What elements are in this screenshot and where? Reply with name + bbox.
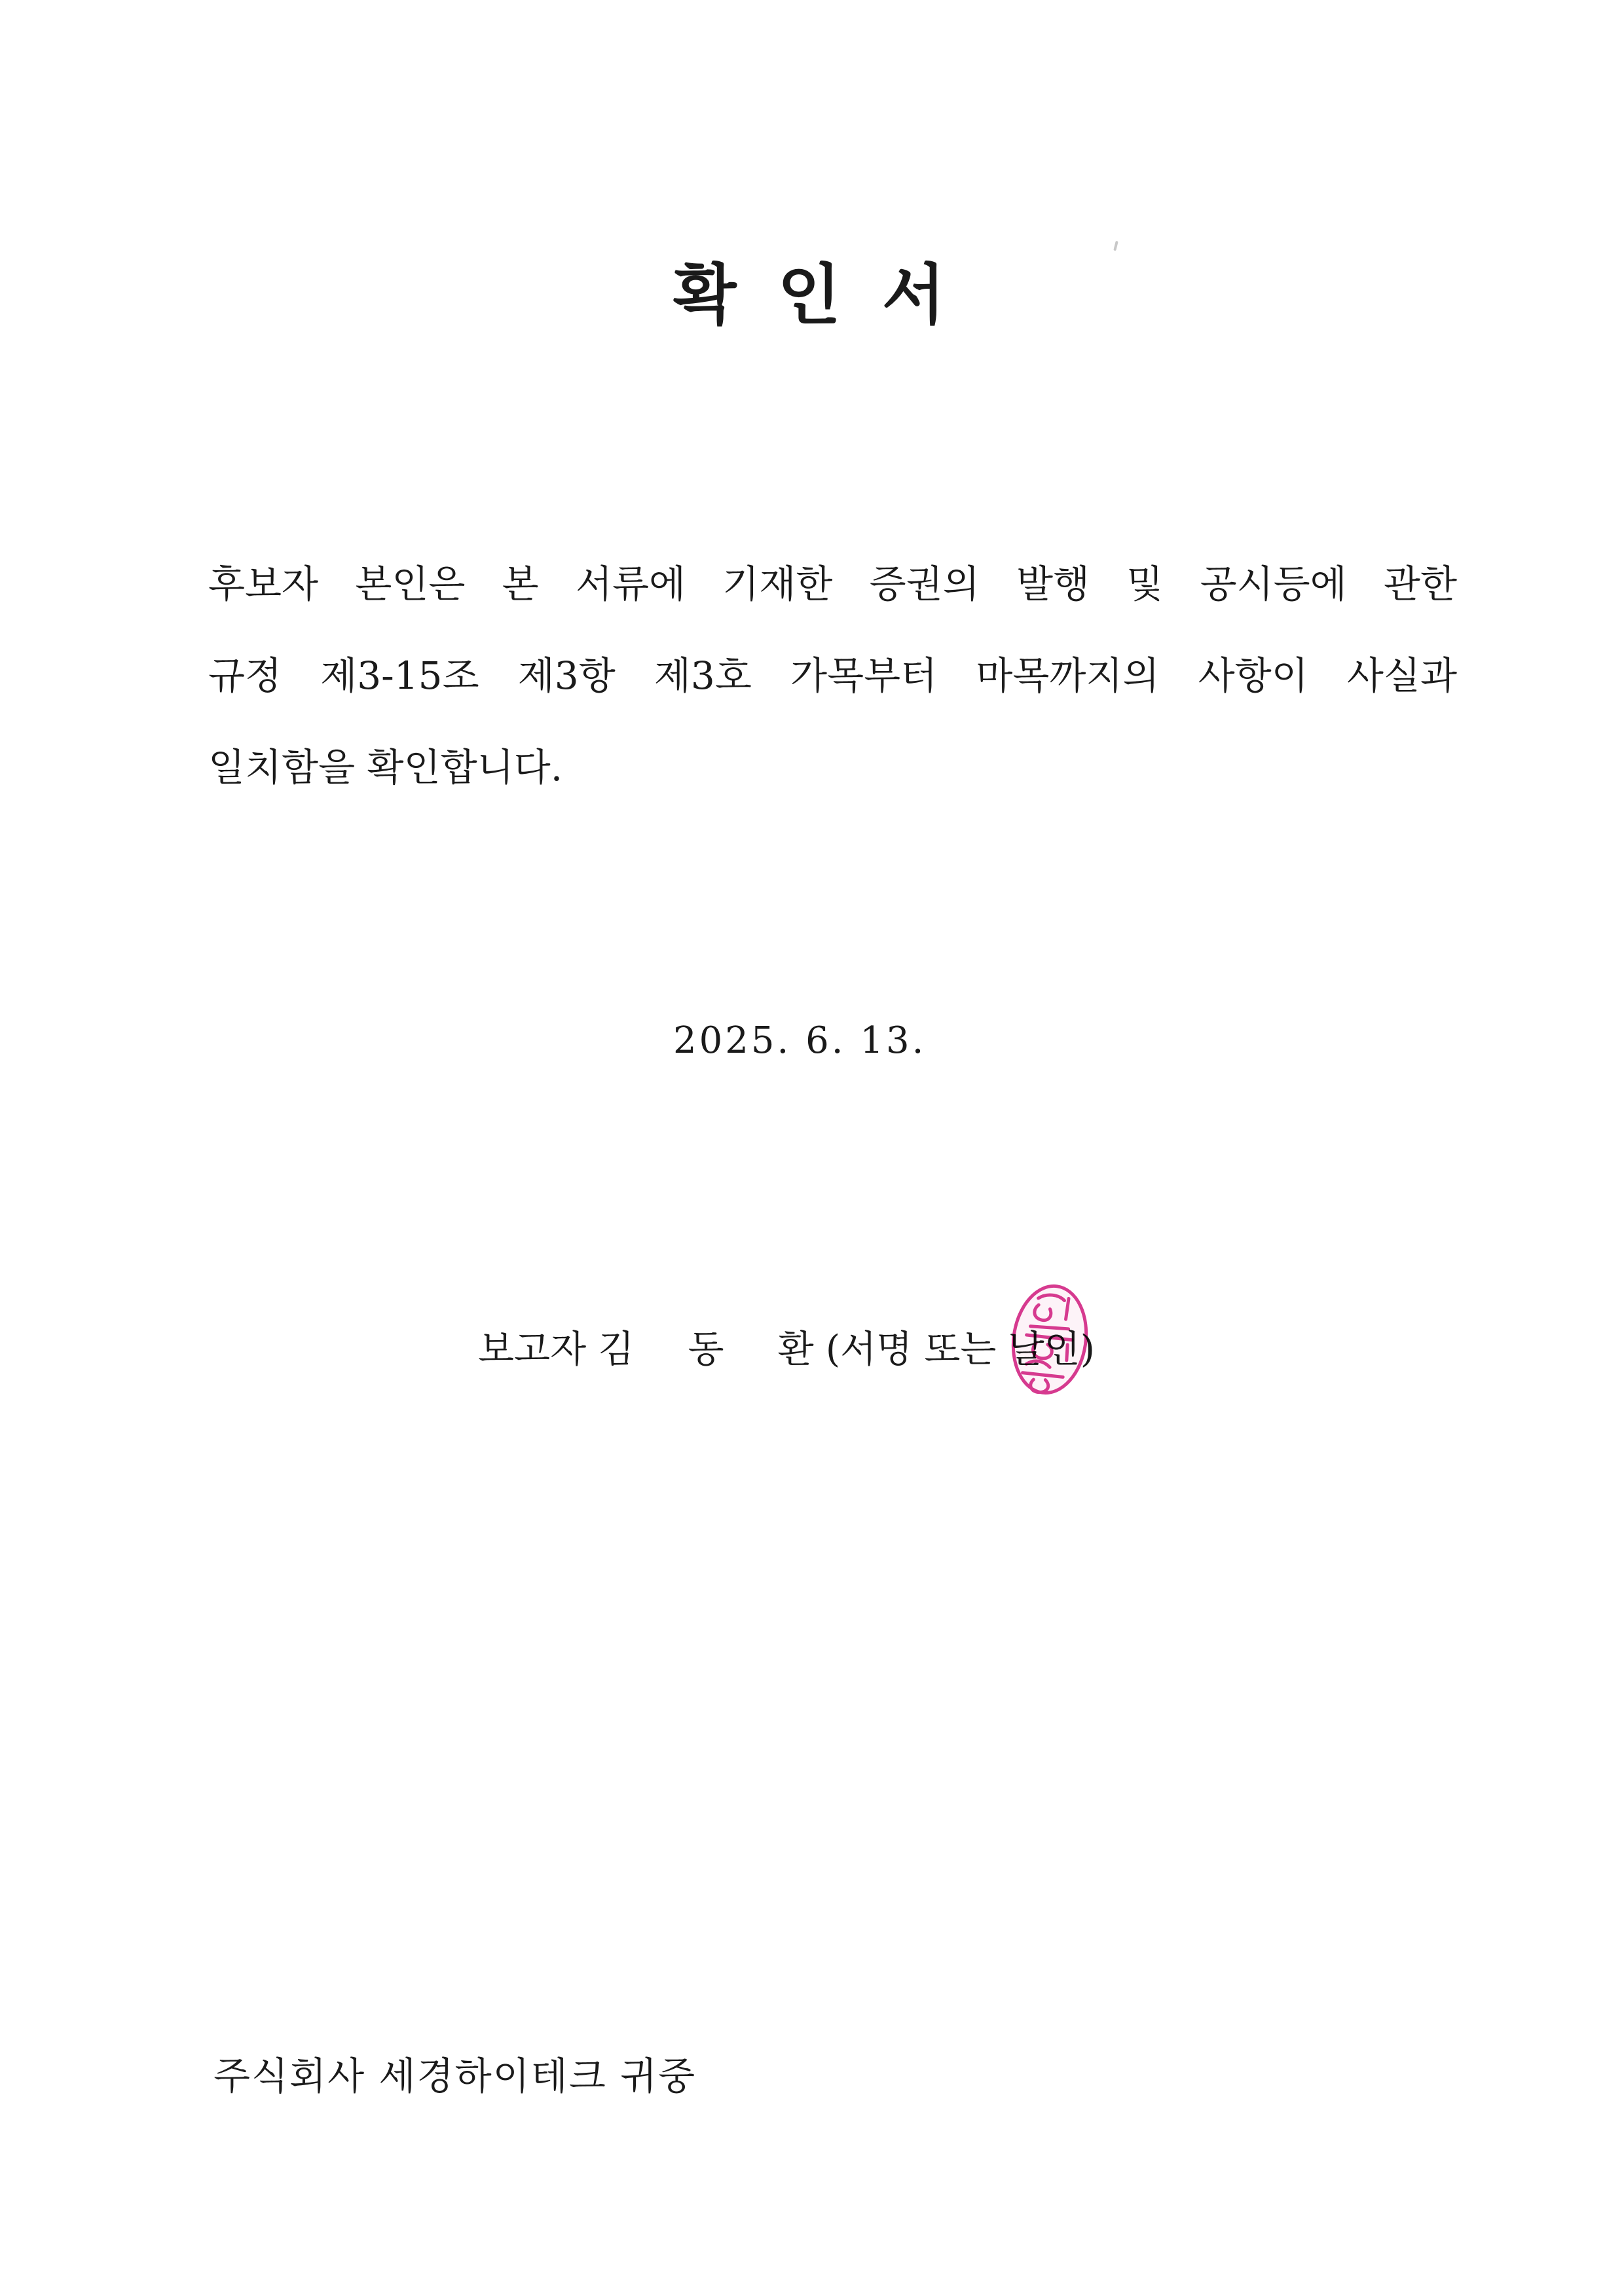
- document-title: 확 인 서: [673, 256, 955, 333]
- signature-line: [478, 1326, 1095, 1372]
- body-paragraph: [208, 538, 1457, 813]
- recipient-line: 주식회사 세경하이테크 귀중: [213, 2054, 697, 2098]
- signer-name: 김 동 환: [598, 1328, 814, 1371]
- scan-speck: [1113, 241, 1118, 251]
- signature-label: 보고자: [478, 1328, 587, 1371]
- body-line: 일치함을 확인합니다.: [208, 745, 563, 790]
- signature-suffix: (서명 또는 날인): [825, 1328, 1095, 1371]
- body-line: 후보자 본인은 본 서류에 기재한 증권의 발행 및 공시등에 관한: [208, 562, 1457, 606]
- body-line: 규정 제3-15조 제3항 제3호 가목부터 마목까지의 사항이 사실과: [208, 653, 1457, 698]
- date-text: 2025. 6. 13.: [673, 1019, 927, 1062]
- name-seal-stamp-icon: [1001, 1277, 1098, 1402]
